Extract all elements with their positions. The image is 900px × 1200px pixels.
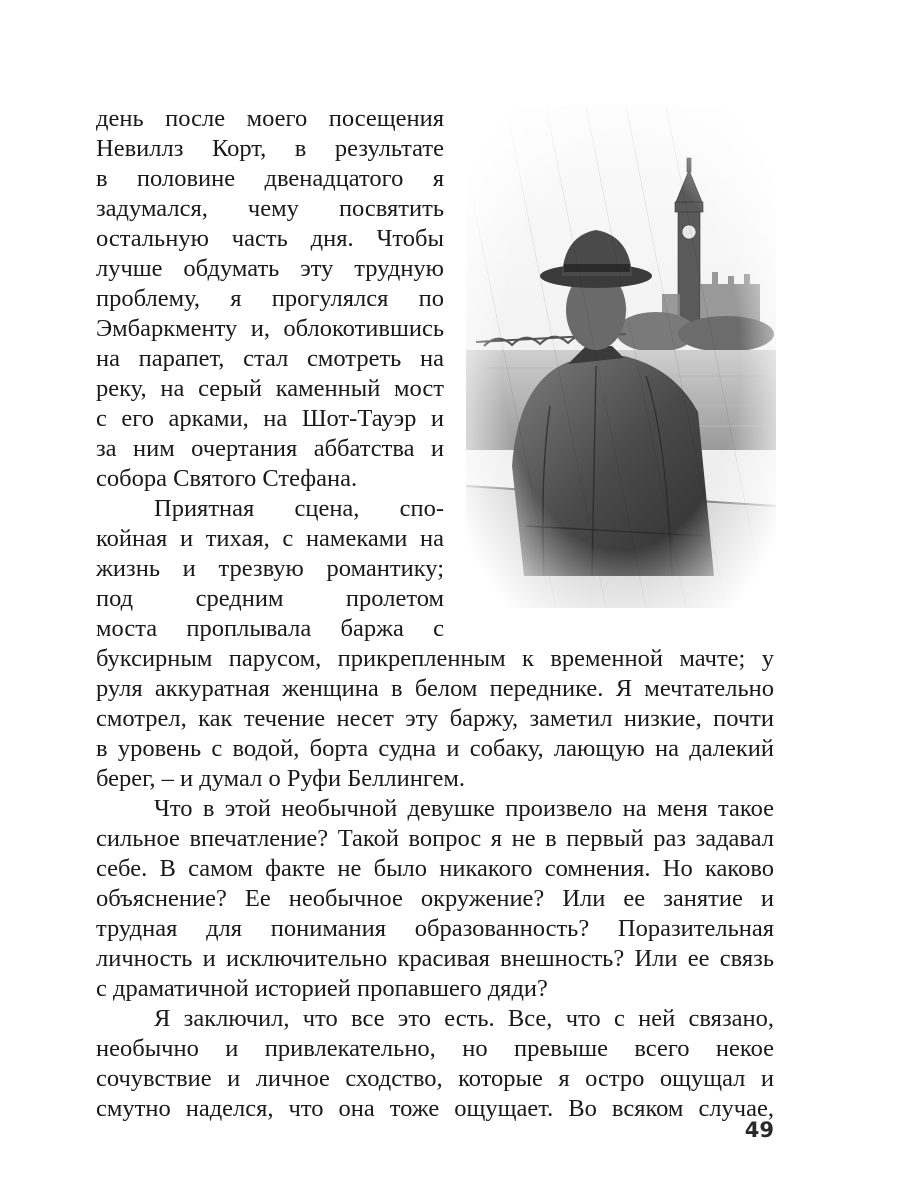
page-number: 49 [744,1118,774,1142]
text-line: Эмбаркменту и, облокотившись [96,315,444,342]
text-line: смутно наделся, что она тоже ощущает. Во всяком случае, [96,1095,774,1122]
text-line: сильное впечатление? Такой вопрос я не в первый раз задавал [96,825,774,852]
text-line: объяснение? Ее необычное окружение? Или ее занятие и [96,885,774,912]
text-line: с драматичной историей пропавшего дяди? [96,975,548,1002]
text-line: необычно и привлекательно, но превыше всего некое [96,1035,774,1062]
text-line: Невиллз Корт, в результате [96,135,444,162]
illustration-man-by-thames [466,106,776,608]
text-line: с его арками, на Шот-Тауэр и [96,405,444,432]
text-line: Что в этой необычной девушке произвело на меня такое [154,795,774,822]
text-line: Приятная сцена, спо- [154,495,444,522]
text-line: личность и исключительно красивая внешность? Или ее связь [96,945,774,972]
text-line: моста проплывала баржа с [96,615,444,642]
text-line: себе. В самом факте не было никакого сомнения. Но каково [96,855,774,882]
text-line: сочувствие и личное сходство, которые я остро ощущал и [96,1065,774,1092]
text-line: лучше обдумать эту трудную [96,255,444,282]
text-line: задумался, чему посвятить [96,195,444,222]
text-line: берег, – и думал о Руфи Беллингем. [96,765,466,792]
text-line: проблему, я прогулялся по [96,285,444,312]
text-line: койная и тихая, с намеками на [96,525,444,552]
text-line: на парапет, стал смотреть на [96,345,444,372]
text-line: день после моего посещения [96,105,444,132]
text-line: в уровень с водой, борта судна и собаку, лающую на далекий [96,735,774,762]
text-line: реку, на серый каменный мост [96,375,444,402]
text-line: в половине двенадцатого я [96,165,444,192]
text-line: собора Святого Стефана. [96,465,358,492]
text-line: смотрел, как течение несет эту баржу, заметил низкие, почти [96,705,774,732]
text-line: Я заключил, что все это есть. Все, что с ней связано, [154,1005,774,1032]
text-line: руля аккуратная женщина в белом переднике. Я мечтательно [96,675,774,702]
text-line: трудная для понимания образованность? Поразительная [96,915,774,942]
text-line: остальную часть дня. Чтобы [96,225,444,252]
text-line: жизнь и трезвую романтику; [96,555,444,582]
text-line: за ним очертания аббатства и [96,435,444,462]
text-line: под средним пролетом [96,585,444,612]
text-line: буксирным парусом, прикрепленным к временной мачте; у [96,645,774,672]
